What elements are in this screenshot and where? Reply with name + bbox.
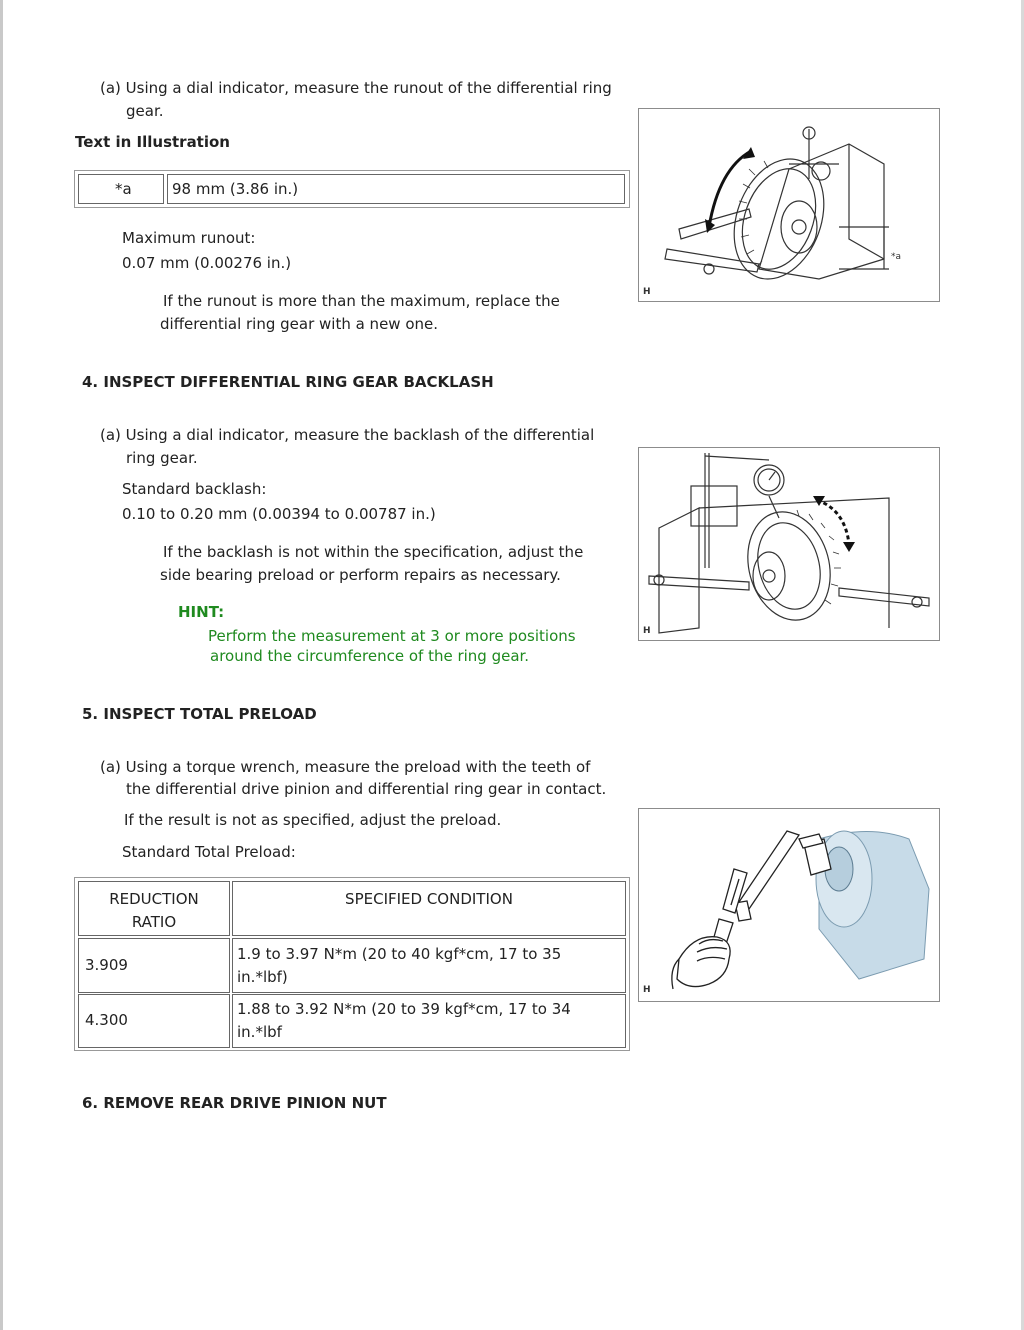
- table-row-spec-cell: [232, 938, 626, 993]
- standard-backlash-value: 0.10 to 0.20 mm (0.00394 to 0.00787 in.): [122, 505, 436, 523]
- preload-illustration: [638, 808, 940, 1002]
- backlash-drawing: [639, 448, 939, 640]
- legend-key-cell: [78, 174, 164, 204]
- runout-illustration: [638, 108, 940, 302]
- row2-spec-line2: in.*lbf: [237, 1023, 282, 1041]
- table-row-ratio-cell: [78, 994, 230, 1048]
- runout-note-line1: If the runout is more than the maximum, replace the: [163, 292, 560, 310]
- row1-spec-line1: 1.9 to 3.97 N*m (20 to 40 kgf*cm, 17 to 35: [237, 945, 562, 963]
- figure-label-a: *a: [891, 252, 902, 262]
- header-reduction-ratio-line1: REDUCTION: [109, 890, 199, 908]
- page-edge-left: [0, 0, 3, 1330]
- standard-backlash-label: Standard backlash:: [122, 480, 267, 498]
- max-runout-label: Maximum runout:: [122, 229, 256, 247]
- header-reduction-ratio-cell: [78, 881, 230, 936]
- remove-pinion-nut-heading: 6. REMOVE REAR DRIVE PINION NUT: [82, 1094, 387, 1112]
- runout-step-a-line1: (a) Using a dial indicator, measure the runout of the differential ring: [100, 79, 612, 97]
- backlash-step-a-line2: ring gear.: [126, 449, 198, 467]
- header-specified-condition: SPECIFIED CONDITION: [345, 890, 513, 908]
- legend-value-cell: [167, 174, 625, 204]
- runout-note-line2: differential ring gear with a new one.: [160, 315, 439, 333]
- runout-figure-code: H: [643, 287, 651, 297]
- legend-key: *a: [115, 180, 132, 198]
- preload-note: If the result is not as specified, adjust the preload.: [124, 811, 502, 829]
- max-runout-value: 0.07 mm (0.00276 in.): [122, 254, 292, 272]
- row1-spec-line2: in.*lbf): [237, 968, 288, 986]
- hint-line1: Perform the measurement at 3 or more positions: [208, 627, 576, 645]
- runout-step-a-line2: gear.: [126, 102, 164, 120]
- backlash-note-line1: If the backlash is not within the specification, adjust the: [163, 543, 584, 561]
- backlash-figure-code: H: [643, 626, 651, 636]
- header-specified-condition-cell: [232, 881, 626, 936]
- backlash-step-a-line1: (a) Using a dial indicator, measure the backlash of the differential: [100, 426, 595, 444]
- illustration-legend-table: [74, 170, 630, 208]
- runout-drawing: [639, 109, 939, 301]
- header-reduction-ratio-line2: RATIO: [131, 913, 177, 931]
- hint-line2: around the circumference of the ring gear.: [210, 647, 530, 665]
- row2-ratio: 4.300: [85, 1011, 128, 1029]
- preload-step-a-line2: the differential drive pinion and differential ring gear in contact.: [126, 780, 607, 798]
- backlash-illustration: [638, 447, 940, 641]
- text-in-illustration-heading: Text in Illustration: [75, 133, 230, 151]
- hint-label: HINT:: [178, 603, 225, 621]
- row1-ratio: 3.909: [85, 956, 128, 974]
- backlash-note-line2: side bearing preload or perform repairs as necessary.: [160, 566, 561, 584]
- row2-spec-line1: 1.88 to 3.92 N*m (20 to 39 kgf*cm, 17 to 34: [237, 1000, 571, 1018]
- table-row-ratio-cell: [78, 938, 230, 993]
- preload-table: [74, 877, 630, 1051]
- backlash-heading: 4. INSPECT DIFFERENTIAL RING GEAR BACKLASH: [82, 373, 494, 391]
- table-row-spec-cell: [232, 994, 626, 1048]
- standard-total-preload-label: Standard Total Preload:: [122, 843, 296, 861]
- legend-value: 98 mm (3.86 in.): [172, 180, 299, 198]
- preload-drawing: [639, 809, 939, 1001]
- preload-step-a-line1: (a) Using a torque wrench, measure the preload with the teeth of: [100, 758, 591, 776]
- preload-figure-code: H: [643, 985, 651, 995]
- preload-heading: 5. INSPECT TOTAL PRELOAD: [82, 705, 317, 723]
